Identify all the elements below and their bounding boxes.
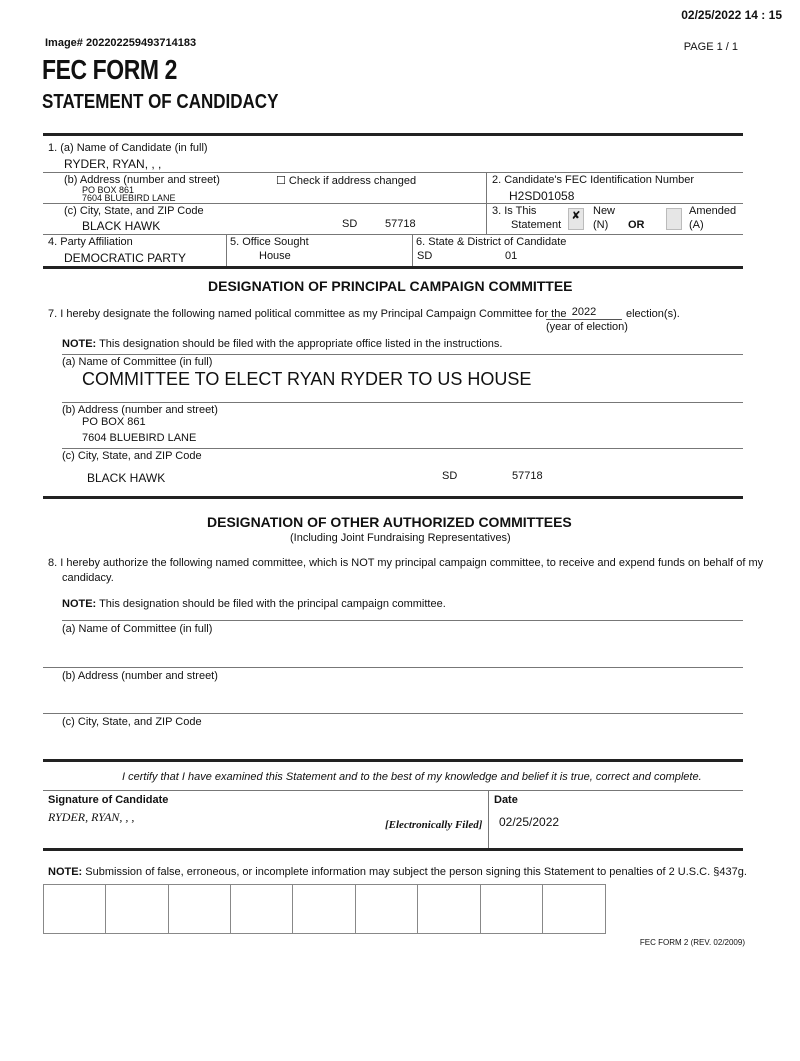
item8-text-line1: 8. I hereby authorize the following named committee, which is NOT my principal campaign committee, to receive and expend funds on behalf of my [48, 557, 764, 569]
box-divider [542, 884, 543, 934]
box-divider [105, 884, 106, 934]
section-divider [43, 848, 743, 851]
note-text: Submission of false, erroneous, or incomplete information may subject the person signing this Statement to penalties of 2 U.S.C. §437g. [82, 866, 747, 878]
other-committees-subheading: (Including Joint Fundraising Representatives) [290, 532, 511, 544]
signature-label: Signature of Candidate [48, 794, 169, 806]
signature-date: 02/25/2022 [499, 815, 560, 829]
new-statement-checkbox[interactable]: ✘ [568, 208, 584, 230]
committee-address-label: (b) Address (number and street) [62, 404, 218, 416]
electronically-filed-label: [Electronically Filed] [385, 819, 483, 831]
column-divider [488, 790, 489, 850]
row-divider [43, 667, 743, 668]
row-divider [43, 172, 743, 173]
form-title: FEC FORM 2 [42, 54, 177, 85]
candidate-name: RYDER, RYAN, , , [64, 157, 162, 171]
section-divider [43, 266, 743, 269]
item8-text-line2: candidacy. [62, 572, 114, 584]
committee-city-label: (c) City, State, and ZIP Code [62, 450, 202, 462]
candidate-signature: RYDER, RYAN, , , [48, 810, 135, 824]
box-divider [230, 884, 231, 934]
fec-id-label: 2. Candidate's FEC Identification Number [492, 174, 695, 186]
candidate-address-line1: PO BOX 861 [82, 185, 135, 195]
is-this-label: 3. Is This [492, 205, 537, 217]
form-subtitle: STATEMENT OF CANDIDACY [42, 91, 279, 113]
row-divider [62, 354, 743, 355]
certification-text: I certify that I have examined this Statement and to the best of my knowledge and belief it is true, correct and complete. [122, 771, 702, 783]
amended-label: Amended [689, 205, 737, 217]
committee-name-label: (a) Name of Committee (in full) [62, 356, 213, 368]
candidate-district: 01 [505, 250, 518, 262]
row-divider [62, 448, 743, 449]
party-label: 4. Party Affiliation [48, 236, 133, 248]
image-number: Image# 202202259493714183 [45, 37, 197, 49]
other-committees-heading: DESIGNATION OF OTHER AUTHORIZED COMMITTEES [207, 514, 572, 530]
row-divider [43, 790, 743, 791]
page-indicator: PAGE 1 / 1 [683, 41, 738, 53]
new-code: (N) [593, 219, 609, 231]
candidate-state: SD [342, 218, 358, 230]
elections-label: election(s). [626, 308, 680, 320]
penalty-note [48, 866, 747, 878]
candidate-address-line2: 7604 BLUEBIRD LANE [82, 193, 176, 203]
candidate-address-label: (b) Address (number and street) [64, 174, 220, 186]
note-label: NOTE: [62, 598, 97, 610]
committee-name: COMMITTEE TO ELECT RYAN RYDER TO US HOUSE [82, 369, 532, 389]
row-divider [43, 234, 743, 235]
principal-note [62, 338, 502, 350]
section-divider [43, 759, 743, 762]
box-divider [168, 884, 169, 934]
column-divider [412, 234, 413, 267]
section-divider [43, 496, 743, 499]
other-committee-address-label: (b) Address (number and street) [62, 670, 218, 682]
candidate-city: BLACK HAWK [82, 219, 161, 233]
amended-statement-checkbox[interactable] [666, 208, 682, 230]
new-label: New [593, 205, 616, 217]
statement-label: Statement [511, 219, 562, 231]
office-use-boxes [43, 884, 606, 934]
item7-text: 7. I hereby designate the following named political committee as my Principal Campaign Committee for the [48, 308, 567, 320]
committee-address-line2: 7604 BLUEBIRD LANE [82, 432, 197, 444]
state-district-label: 6. State & District of Candidate [416, 236, 567, 248]
section-divider [43, 133, 743, 136]
note-label: NOTE: [62, 338, 97, 350]
form-revision: FEC FORM 2 (REV. 02/2009) [639, 938, 745, 947]
amended-code: (A) [689, 219, 704, 231]
committee-zip: 57718 [512, 470, 543, 482]
election-year: 2022 [546, 306, 622, 320]
candidate-zip: 57718 [385, 218, 416, 230]
other-committee-city-label: (c) City, State, and ZIP Code [62, 716, 202, 728]
box-divider [417, 884, 418, 934]
row-divider [62, 620, 743, 621]
principal-committee-heading: DESIGNATION OF PRINCIPAL CAMPAIGN COMMITTEE [208, 278, 573, 294]
or-label: OR [628, 219, 645, 231]
row-divider [62, 402, 743, 403]
office-label: 5. Office Sought [230, 236, 309, 248]
office-sought: House [259, 250, 291, 262]
year-of-election-caption: (year of election) [546, 321, 628, 333]
row-divider [43, 203, 743, 204]
note-text: This designation should be filed with the principal campaign committee. [96, 598, 446, 610]
committee-city: BLACK HAWK [87, 471, 166, 485]
other-committee-name-label: (a) Name of Committee (in full) [62, 623, 213, 635]
row-divider [43, 713, 743, 714]
filing-timestamp: 02/25/2022 14 : 15 [681, 8, 782, 22]
candidate-city-label: (c) City, State, and ZIP Code [64, 205, 204, 217]
candidate-state-of-district: SD [417, 250, 433, 262]
party-affiliation: DEMOCRATIC PARTY [64, 251, 187, 265]
column-divider [226, 234, 227, 267]
date-label: Date [494, 794, 518, 806]
fec-id: H2SD01058 [509, 189, 575, 203]
committee-state: SD [442, 470, 458, 482]
other-note [62, 598, 446, 610]
note-text: This designation should be filed with the appropriate office listed in the instructions. [96, 338, 503, 350]
candidate-name-label: 1. (a) Name of Candidate (in full) [48, 142, 208, 154]
box-divider [480, 884, 481, 934]
box-divider [292, 884, 293, 934]
committee-address-line1: PO BOX 861 [82, 416, 146, 428]
box-divider [355, 884, 356, 934]
address-changed-checkbox[interactable]: ☐ Check if address changed [276, 175, 417, 187]
note-label: NOTE: [48, 866, 83, 878]
